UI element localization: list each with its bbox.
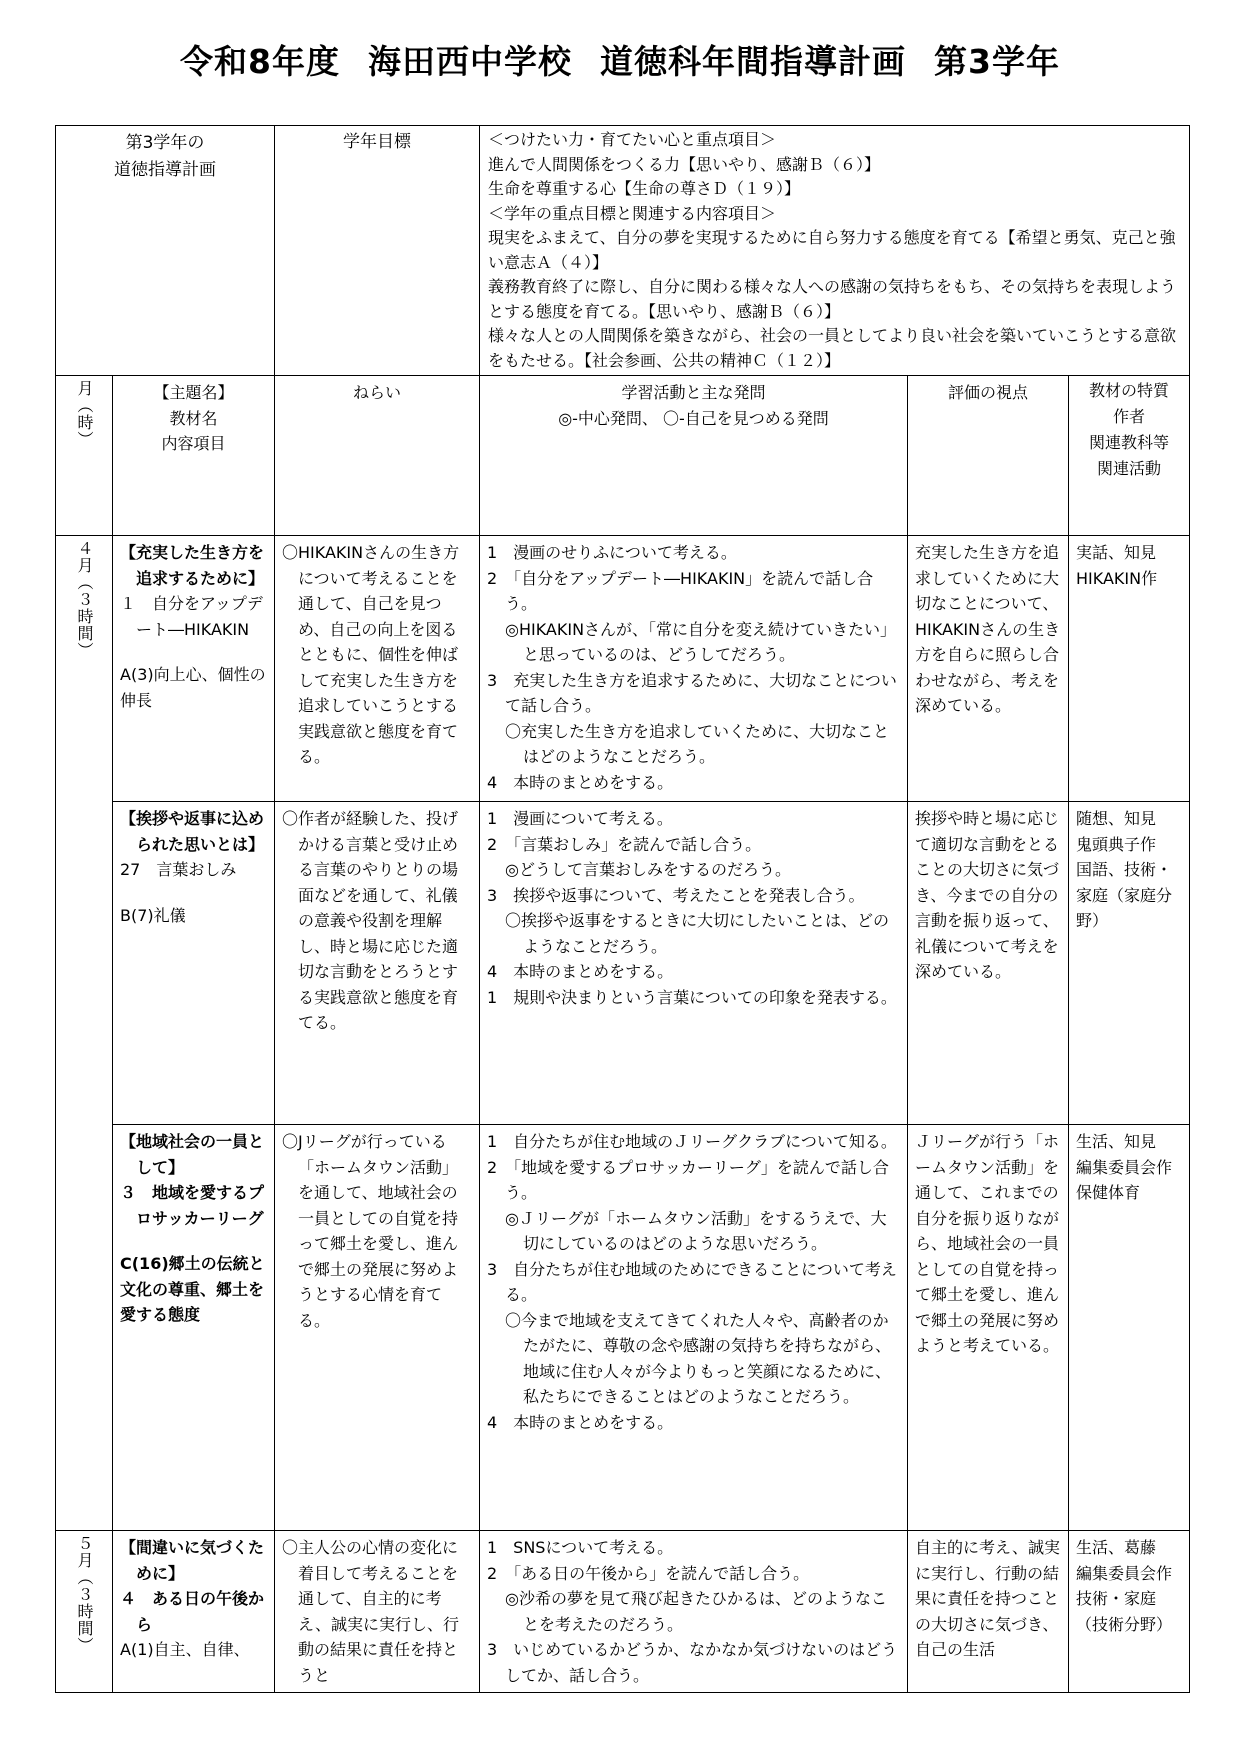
grade-goal-label: 学年目標 <box>275 126 480 376</box>
material-cell: 実話、知見 HIKAKIN作 <box>1069 536 1190 802</box>
header-theme: 【主題名】 教材名 内容項目 <box>113 376 275 536</box>
theme-cell: 【地域社会の一員として】 ３ 地域を愛するプロサッカーリーグ C(16)郷土の伝統と文化の尊重、郷土を愛する態度 <box>113 1125 275 1531</box>
table-row <box>56 1125 1190 1531</box>
evaluation-cell: 挨拶や時と場に応じて適切な言動をとることの大切さに気づき、今までの自分の言動を振り返って、礼儀について考えを深めている。 <box>908 802 1069 1125</box>
page-title <box>0 36 1240 83</box>
header-month: 月（時） <box>56 376 113 536</box>
aim-cell: 〇Jリーグが行っている「ホームタウン活動」を通して、地域社会の一員としての自覚を持って郷土を愛し、進んで郷土の発展に努めようとする心情を育てる。 <box>275 1125 480 1531</box>
header-aim: ねらい <box>275 376 480 536</box>
table-row <box>56 802 1190 1125</box>
theme-cell: 【間違いに気づくために】 ４ ある日の午後から A(1)自主、自律、 <box>113 1531 275 1693</box>
evaluation-cell: 自主的に考え、誠実に実行し、行動の結果に責任を持つことの大切さに気づき、自己の生活 <box>908 1531 1069 1693</box>
column-header-row <box>56 376 1190 536</box>
table-row <box>56 536 1190 802</box>
grade-plan-label: 第3学年の 道徳指導計画 <box>56 126 275 376</box>
activity-cell: 1 漫画のせりふについて考える。 2 「自分をアップデート―HIKAKIN」を読んで話し合う。 ◎HIKAKINさんが、「常に自分を変え続けていきたい」と思っているのは、どうしてだろう。 3 充実した生き方を追求するために、大切なことについて話し合う。 〇充実した生き方を追求していくために、大切なことはどのようなことだろう。 4 本時のまとめをする。 <box>480 536 908 802</box>
theme-cell: 【充実した生き方を追求するために】 １ 自分をアップデート―HIKAKIN A(3)向上心、個性の伸長 <box>113 536 275 802</box>
month-april: ４月（３時間） <box>56 536 113 1531</box>
grade-goal-text: ＜つけたい力・育てたい心と重点項目＞ 進んで人間関係をつくる力【思いやり、感謝Ｂ（６）】 生命を尊重する心【生命の尊さＤ（１９）】 ＜学年の重点目標と関連する内容項目＞ 現実をふまえて、自分の夢を実現するために自ら努力する態度を育てる【希望と勇気、克己と強い意志Ａ（４）】 義務教育終了に際し、自分に関わる様々な人への感謝の気持ちをもち、その気持ちを表現しようとする態度を育てる。【思いやり、感謝Ｂ（６）】 様々な人との人間関係を築きながら、社会の一員としてより良い社会を築いていこうとする意欲をもたせる。【社会参画、公共の精神Ｃ（１２）】 <box>480 126 1190 376</box>
plan-table <box>55 125 1190 1693</box>
grade-goal-row <box>56 126 1190 376</box>
title-school: 海田西中学校 <box>368 42 572 81</box>
month-may: ５月（３時間） <box>56 1531 113 1693</box>
table-row <box>56 1531 1190 1693</box>
title-year: 令和8年度 <box>180 42 340 81</box>
material-cell: 随想、知見 鬼頭典子作 国語、技術・家庭（家庭分野） <box>1069 802 1190 1125</box>
activity-cell: 1 SNSについて考える。 2 「ある日の午後から」を読んで話し合う。 ◎沙希の夢を見て飛び起きたひかるは、どのようなことを考えたのだろう。 3 いじめているかどうか、なかなか気づけないのはどうしてか、話し合う。 <box>480 1531 908 1693</box>
aim-cell: 〇HIKAKINさんの生き方について考えることを通して、自己を見つめ、自己の向上を図るとともに、個性を伸ばして充実した生き方を追求していこうとする実践意欲と態度を育てる。 <box>275 536 480 802</box>
title-grade: 第3学年 <box>934 42 1060 81</box>
material-cell: 生活、葛藤 編集委員会作 技術・家庭（技術分野） <box>1069 1531 1190 1693</box>
header-evaluation: 評価の視点 <box>908 376 1069 536</box>
theme-cell: 【挨拶や返事に込められた思いとは】 27 言葉おしみ B(7)礼儀 <box>113 802 275 1125</box>
activity-cell: 1 漫画について考える。 2 「言葉おしみ」を読んで話し合う。 ◎どうして言葉おしみをするのだろう。 3 挨拶や返事について、考えたことを発表し合う。 〇挨拶や返事をするときに大切にしたいことは、どのようなことだろう。 4 本時のまとめをする。 1 規則や決まりという言葉についての印象を発表する。 <box>480 802 908 1125</box>
title-plan: 道徳科年間指導計画 <box>600 42 906 81</box>
header-activity: 学習活動と主な発問 ◎-中心発問、 〇-自己を見つめる発問 <box>480 376 908 536</box>
aim-cell: 〇主人公の心情の変化に着目して考えることを通して、自主的に考え、誠実に実行し、行動の結果に責任を持とうと <box>275 1531 480 1693</box>
material-cell: 生活、知見 編集委員会作 保健体育 <box>1069 1125 1190 1531</box>
header-material: 教材の特質 作者 関連教科等 関連活動 <box>1069 376 1190 536</box>
evaluation-cell: Ｊリーグが行う「ホームタウン活動」を通して、これまでの自分を振り返りながら、地域社会の一員としての自覚を持って郷土を愛し、進んで郷土の発展に努めようと考えている。 <box>908 1125 1069 1531</box>
aim-cell: 〇作者が経験した、投げかける言葉と受け止める言葉のやりとりの場面などを通して、礼儀の意義や役割を理解し、時と場に応じた適切な言動をとろうとする実践意欲と態度を育てる。 <box>275 802 480 1125</box>
activity-cell: 1 自分たちが住む地域のＪリーグクラブについて知る。 2 「地域を愛するプロサッカーリーグ」を読んで話し合う。 ◎Ｊリーグが「ホームタウン活動」をするうえで、大切にしているのはどのような思いだろう。 3 自分たちが住む地域のためにできることについて考える。 〇今まで地域を支えてきてくれた人々や、高齢者のかたがたに、尊敬の念や感謝の気持ちを持ちながら、地域に住む人々が今よりもっと笑顔になるために、私たちにできることはどのようなことだろう。 4 本時のまとめをする。 <box>480 1125 908 1531</box>
evaluation-cell: 充実した生き方を追求していくために大切なことについて、HIKAKINさんの生き方を自らに照らし合わせながら、考えを深めている。 <box>908 536 1069 802</box>
